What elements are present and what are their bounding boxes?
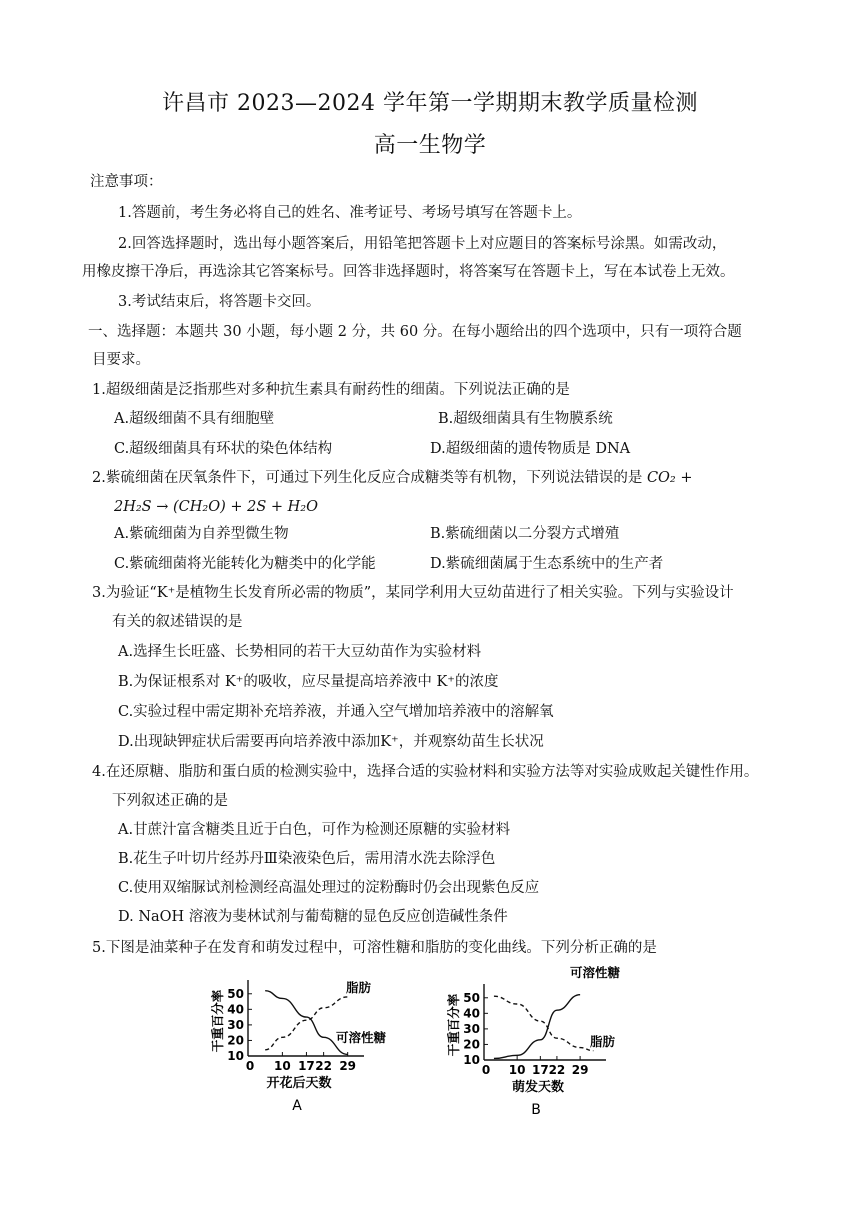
- question-3-option-d: D.出现缺钾症状后需要再向培养液中添加K⁺，并观察幼苗生长状况: [118, 734, 544, 750]
- chart-b-y-axis-label: 干重百分率: [446, 993, 461, 1057]
- chart-a-y-tick-label: 20: [227, 1033, 244, 1048]
- exam-subject: 高一生物学: [373, 133, 487, 158]
- question-4-option-c: C.使用双缩脲试剂检测经高温处理过的淀粉酶时仍会出现紫色反应: [118, 880, 540, 896]
- question-2-option-a: A.紫硫细菌为自养型微生物: [114, 526, 289, 542]
- question-5-stem: 5.下图是油菜种子在发育和萌发过程中，可溶性糖和脂肪的变化曲线。下列分析正确的是: [92, 940, 657, 956]
- question-3-option-c: C.实验过程中需定期补充培养液，并通入空气增加培养液中的溶解氧: [118, 704, 554, 720]
- chart-a-x-tick-label: 0: [245, 1059, 255, 1073]
- question-2-option-b: B.紫硫细菌以二分裂方式增殖: [430, 526, 620, 542]
- question-3-stem-cont: 有关的叙述错误的是: [112, 614, 243, 630]
- question-2-stem: [92, 468, 693, 488]
- question-1-option-d: D.超级细菌的遗传物质是 DNA: [430, 441, 631, 457]
- chart-a-series-label-fat: 脂肪: [346, 980, 372, 995]
- section-instructions-cont: 目要求。: [92, 352, 150, 368]
- question-3-option-b: B.为保证根系对 K⁺的吸收，应尽量提高培养液中 K⁺的浓度: [118, 674, 499, 690]
- chart-a-x-tick-label: 10: [274, 1059, 291, 1073]
- question-2-option-d: D.紫硫细菌属于生态系统中的生产者: [430, 556, 664, 572]
- chart-a-panel-label: A: [292, 1098, 302, 1114]
- chart-a-x-axis-label: 开花后天数: [266, 1076, 332, 1091]
- chart-a-y-tick-label: 50: [227, 986, 244, 1001]
- question-2-stem-text: 2.紫硫细菌在厌氧条件下，可通过下列生化反应合成糖类等有机物，下列说法错误的是: [92, 470, 643, 486]
- question-4-stem-cont: 下列叙述正确的是: [112, 793, 228, 809]
- chart-b-series-label-soluble-sugar: 可溶性糖: [570, 965, 621, 980]
- notice-item-3: 3.考试结束后，将答题卡交回。: [118, 294, 321, 310]
- question-4-stem: 4.在还原糖、脂肪和蛋白质的检测实验中，选择合适的实验材料和实验方法等对实验成败起关键性作用。: [92, 764, 759, 780]
- chart-b-series-fat-line: [494, 996, 593, 1050]
- chart-b-x-tick-label: 17: [531, 1063, 549, 1077]
- chart-b-x-tick-label: 10: [508, 1063, 526, 1077]
- chart-b-series-label-fat: 脂肪: [590, 1034, 616, 1049]
- chart-b-y-tick-label: 40: [463, 1006, 480, 1021]
- chart-b-x-tick-label: 0: [481, 1063, 491, 1077]
- question-4-option-d: D. NaOH 溶液为斐林试剂与葡萄糖的显色反应创造碱性条件: [118, 909, 508, 925]
- question-2-equation-part1: CO₂ +: [646, 470, 693, 486]
- chart-a: [200, 962, 400, 1122]
- question-4-option-b: B.花生子叶切片经苏丹Ⅲ染液染色后，需用清水洗去除浮色: [118, 851, 496, 867]
- chart-b-panel-label: B: [531, 1102, 541, 1118]
- chart-a-y-tick-label: 40: [227, 1002, 244, 1017]
- chart-b: [432, 962, 642, 1122]
- chart-a-x-tick-label: 17: [298, 1059, 315, 1073]
- notice-item-1: 1.答题前，考生务必将自己的姓名、准考证号、考场号填写在答题卡上。: [118, 205, 582, 221]
- chart-b-y-tick-label: 20: [463, 1037, 480, 1052]
- notice-item-2-cont: 用橡皮擦干净后，再选涂其它答案标号。回答非选择题时，将答案写在答题卡上，写在本试卷上无效。: [82, 264, 735, 280]
- chart-b-y-tick-label: 50: [463, 990, 480, 1005]
- chart-a-y-tick-label: 30: [227, 1017, 244, 1032]
- exam-title: 许昌市 2023—2024 学年第一学期期末教学质量检测: [162, 91, 698, 116]
- chart-a-x-tick-label: 22: [315, 1059, 332, 1073]
- chart-a-series-label-soluble-sugar: 可溶性糖: [336, 1030, 387, 1045]
- notice-heading: 注意事项：: [90, 174, 163, 190]
- question-3-option-a: A.选择生长旺盛、长势相同的若干大豆幼苗作为实验材料: [118, 644, 482, 660]
- question-1-option-a: A.超级细菌不具有细胞壁: [114, 411, 275, 427]
- question-4-option-a: A.甘蔗汁富含糖类且近于白色，可作为检测还原糖的实验材料: [118, 822, 511, 838]
- section-instructions: 一、选择题：本题共 30 小题，每小题 2 分，共 60 分。在每小题给出的四个选项中，只有一项符合题: [88, 324, 742, 340]
- notice-item-2: 2.回答选择题时，选出每小题答案后，用铅笔把答题卡上对应题目的答案标号涂黑。如需改动，: [118, 236, 727, 252]
- chart-b-y-tick-label: 30: [463, 1021, 480, 1036]
- chart-b-x-tick-label: 29: [571, 1063, 589, 1077]
- chart-a-y-tick-label: 10: [227, 1049, 244, 1063]
- question-1-option-b: B.超级细菌具有生物膜系统: [438, 411, 613, 427]
- chart-b-x-tick-label: 22: [548, 1063, 566, 1077]
- chart-b-y-tick-label: 10: [463, 1053, 480, 1067]
- question-2-equation-part2: 2H₂S → (CH₂O) + 2S + H₂O: [114, 499, 318, 515]
- chart-a-x-tick-label: 29: [339, 1059, 357, 1073]
- question-1-stem: 1.超级细菌是泛指那些对多种抗生素具有耐药性的细菌。下列说法正确的是: [92, 382, 570, 398]
- question-2-option-c: C.紫硫细菌将光能转化为糖类中的化学能: [114, 556, 376, 572]
- chart-b-x-axis-label: 萌发天数: [511, 1080, 565, 1095]
- question-1-option-c: C.超级细菌具有环状的染色体结构: [114, 441, 333, 457]
- chart-a-y-axis-label: 干重百分率: [210, 989, 225, 1053]
- question-3-stem: 3.为验证“K⁺是植物生长发育所必需的物质”，某同学利用大豆幼苗进行了相关实验。下列与实验设计: [92, 585, 734, 601]
- chart-b-series-soluble-sugar-line: [494, 995, 580, 1059]
